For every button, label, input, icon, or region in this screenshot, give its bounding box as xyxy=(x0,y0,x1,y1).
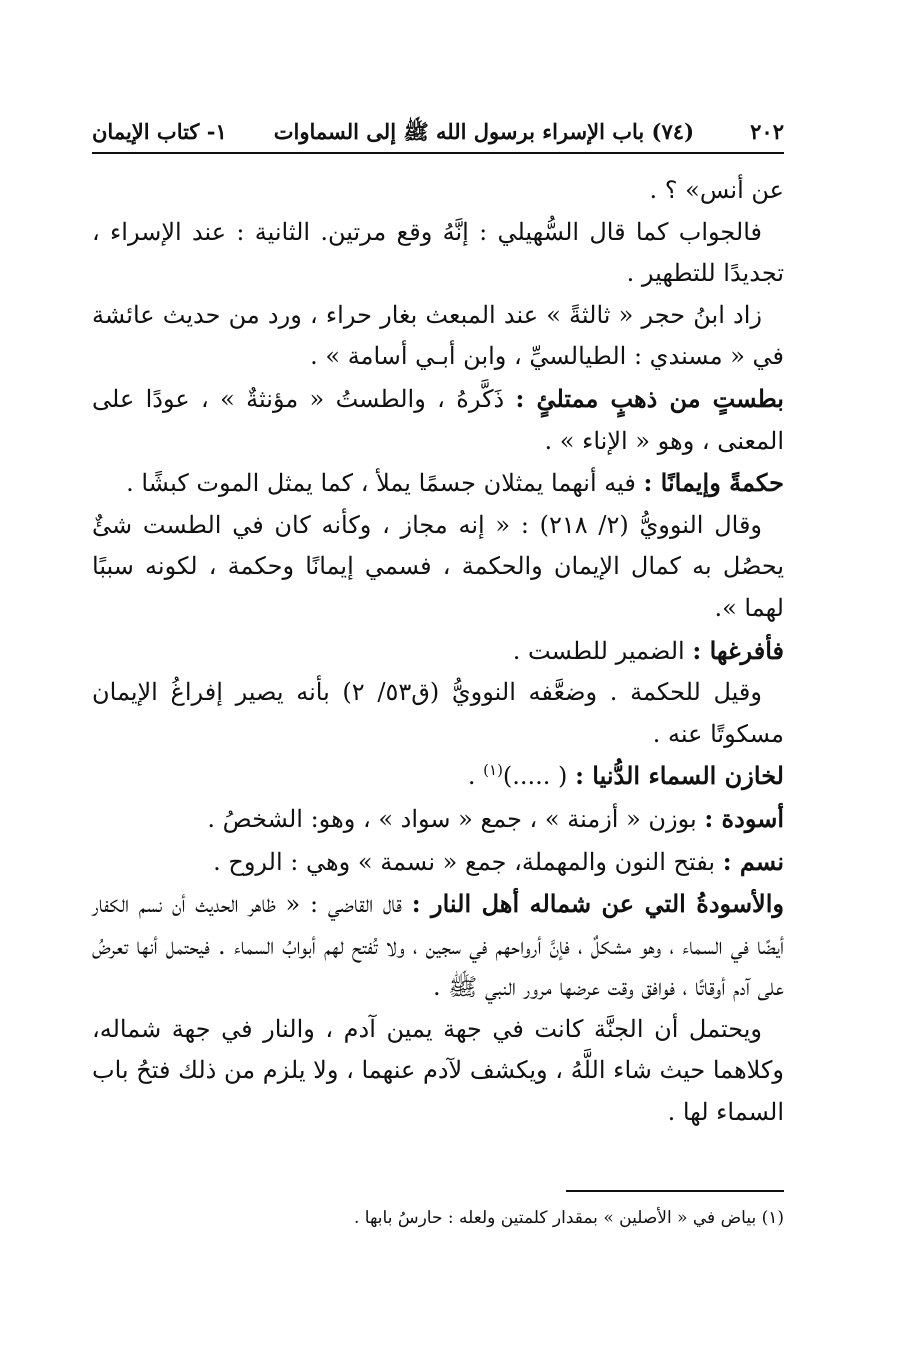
lemma: بطستٍ من ذهبٍ ممتلئٍ : xyxy=(515,383,784,413)
footnote-reference[interactable]: (١) xyxy=(483,761,503,780)
paragraph xyxy=(92,630,784,673)
paragraph-text: ( .....) xyxy=(502,762,576,791)
paragraph xyxy=(92,755,784,798)
paragraph xyxy=(92,505,784,630)
footnote xyxy=(92,1203,784,1233)
paragraph-text: ويحتمل أن الجنَّة كانت في جهة يمين آدم ، والنار في جهة شماله، وكلاهما حيث شاء اللَّهُ ، ويكشف لآدم عنهما ، ولا يلزم من ذلك فتحُ باب السماء لها . xyxy=(92,1014,784,1127)
paragraph-text: الضمير للطست . xyxy=(512,636,693,665)
paragraph-text: فيه أنهما يمثلان جسمًا يملأ ، كما يمثل الموت كبشًا . xyxy=(126,469,644,498)
paragraph xyxy=(92,295,784,378)
main-text xyxy=(92,170,784,1134)
paragraph-text: زاد ابنُ حجر « ثالثةً » عند المبعث بغار حراء ، ورد من حديث عائشة في « مسندي : الطيالسيِّ ، وابن أبـي أسامة » . xyxy=(92,300,784,371)
paragraph xyxy=(92,798,784,841)
running-header xyxy=(92,112,784,154)
lemma: والأسودةُ التي عن شماله أهل النار : xyxy=(411,889,785,919)
paragraph-text: بوزن « أزمنة » ، جمع « سواد » ، وهو: الشخصُ . xyxy=(207,804,705,833)
lemma: لخازن السماء الدُّنيا : xyxy=(575,761,784,791)
paragraph xyxy=(92,841,784,884)
paragraph-text: عن أنس» ؟ . xyxy=(649,176,784,204)
paragraph-text: ذَكَّرهُ ، والطستُ « مؤنثةٌ » ، عودًا على المعنى ، وهو « الإناء » . xyxy=(92,384,784,455)
lemma: نسم : xyxy=(722,846,784,876)
lemma: أسودة : xyxy=(704,803,784,833)
paragraph-text: بفتح النون والمهملة، جمع « نسمة » وهي : الروح . xyxy=(213,847,723,876)
paragraph xyxy=(92,1009,784,1134)
footnote-text: (١) بياض في « الأصلين » بمقدار كلمتين ولعله : حارسُ بابها . xyxy=(353,1208,784,1228)
chapter-title: (٧٤) باب الإسراء برسول الله ﷺ إلى السماوات xyxy=(273,119,694,144)
paragraph-text: وقيل للحكمة . وضعَّفه النوويُّ (ق٥٣/ ٢) بأنه يصير إفراغُ الإيمان مسكوتًا عنه . xyxy=(92,678,784,748)
paragraph-text: وقال النوويُّ (٢/ ٢١٨) : « إنه مجاز ، وكأنه كان في الطست شئٌ يحصُل به كمال الإيمان والحكمة ، فسمي إيمانًا وحكمة ، لكونه سببًا لهما ». xyxy=(92,510,784,622)
paragraph xyxy=(92,883,784,1009)
paragraph xyxy=(92,672,784,755)
paragraph xyxy=(92,462,784,505)
paragraph xyxy=(92,170,784,212)
lemma: فأفرغها : xyxy=(692,635,784,665)
book-title: ١- كتاب الإيمان xyxy=(92,119,227,144)
footnote-separator xyxy=(566,1190,784,1192)
paragraph-text: فالجواب كما قال السُّهيلي : إنَّهُ وقع مرتين. الثانية : عند الإسراء ، تجديدًا للتطهير . xyxy=(92,217,784,288)
paragraph-text-tail: . xyxy=(467,762,484,791)
paragraph-text: قال القاضي : « ظاهر الحديث أن نسم الكفار أيضًا في السماء ، وهو مشكلٌ ، فإنَّ أرواحهم في سجين ، ولا تُفتح لهم أبوابُ السماء . فيحتمل أنها تعرضُ على آدم أوقاتًا ، فوافق وقت عرضها مرور النبي ﷺ . xyxy=(92,890,784,1002)
page-number: ٢٠٢ xyxy=(750,119,784,144)
paragraph xyxy=(92,212,784,295)
paragraph xyxy=(92,378,784,462)
lemma: حكمةً وإيمانًا : xyxy=(643,468,784,498)
